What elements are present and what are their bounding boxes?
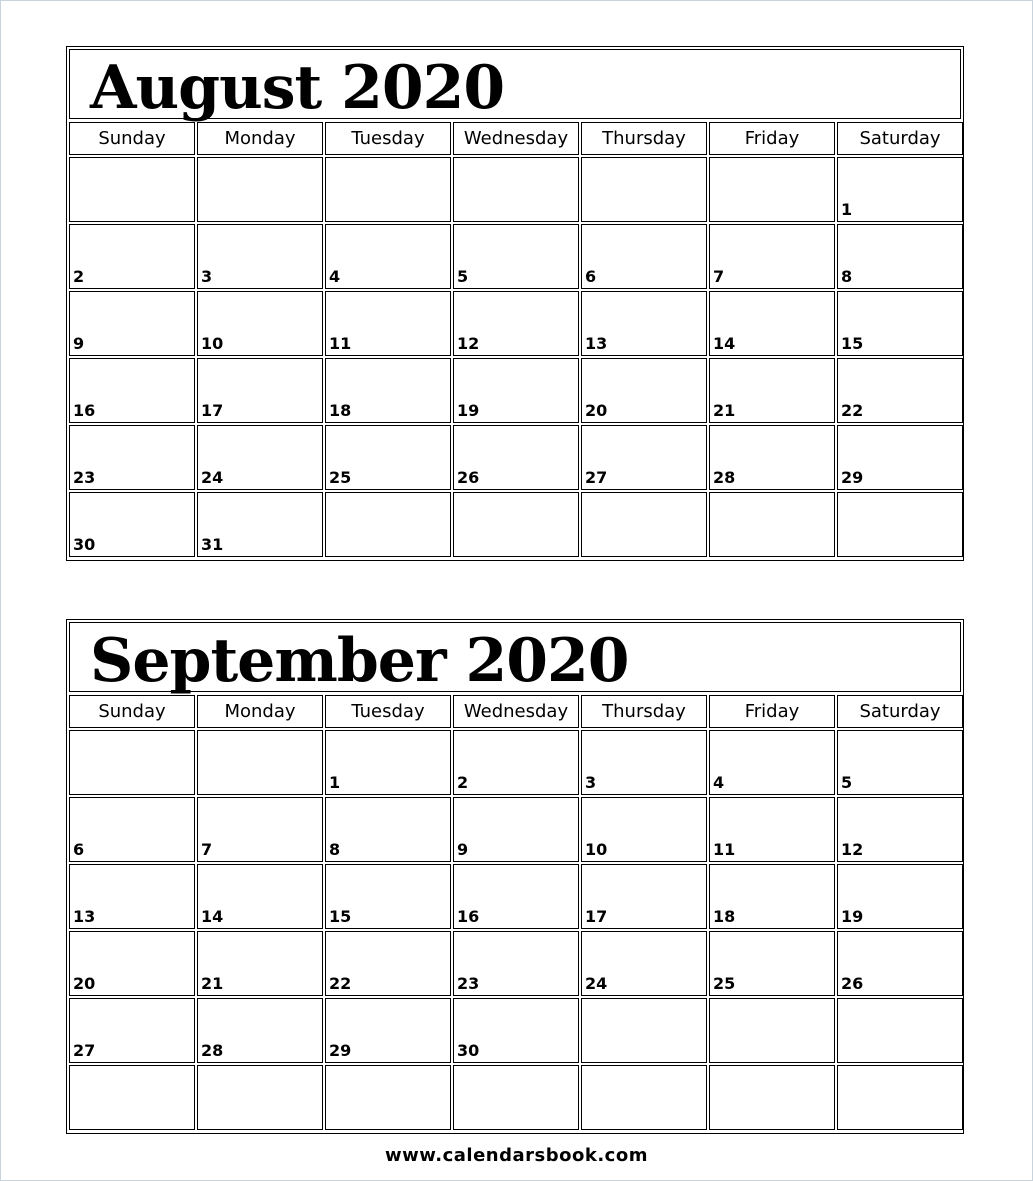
day-cell	[453, 998, 579, 1063]
day-number: 27	[73, 1041, 96, 1060]
weekday-header: Wednesday	[453, 122, 579, 155]
day-number: 6	[73, 840, 85, 859]
day-cell	[197, 425, 323, 490]
weekday-header: Tuesday	[325, 122, 451, 155]
day-cell	[197, 224, 323, 289]
day-cell	[197, 931, 323, 996]
day-number: 30	[73, 535, 96, 554]
day-number: 10	[201, 334, 224, 353]
day-number: 28	[201, 1041, 224, 1060]
day-cell	[197, 291, 323, 356]
day-number: 13	[73, 907, 96, 926]
day-number: 17	[201, 401, 224, 420]
day-cell	[325, 224, 451, 289]
day-cell	[325, 492, 451, 557]
day-cell	[709, 425, 835, 490]
day-cell	[709, 797, 835, 862]
day-cell	[69, 998, 195, 1063]
day-cell	[197, 730, 323, 795]
day-number: 24	[201, 468, 224, 487]
day-number: 29	[329, 1041, 352, 1060]
day-cell	[453, 157, 579, 222]
weekday-header: Thursday	[581, 695, 707, 728]
day-cell	[197, 157, 323, 222]
day-cell	[837, 998, 963, 1063]
day-number: 25	[329, 468, 352, 487]
day-number: 1	[841, 200, 853, 219]
day-cell	[453, 931, 579, 996]
day-cell	[709, 157, 835, 222]
day-cell	[709, 492, 835, 557]
day-cell	[837, 425, 963, 490]
day-number: 19	[457, 401, 480, 420]
day-cell	[709, 864, 835, 929]
day-number: 21	[713, 401, 736, 420]
day-number: 26	[457, 468, 480, 487]
day-number: 31	[201, 535, 224, 554]
day-cell	[581, 224, 707, 289]
day-cell	[453, 425, 579, 490]
day-cell	[325, 1065, 451, 1130]
day-cell	[709, 358, 835, 423]
website-footer: www.calendarsbook.com	[385, 1145, 648, 1166]
day-number: 29	[841, 468, 864, 487]
day-number: 5	[457, 267, 469, 286]
day-cell	[325, 291, 451, 356]
day-cell	[69, 291, 195, 356]
day-number: 7	[201, 840, 213, 859]
day-cell	[581, 492, 707, 557]
day-number: 16	[73, 401, 96, 420]
weekday-header: Sunday	[69, 122, 195, 155]
weekday-header: Thursday	[581, 122, 707, 155]
day-cell	[69, 864, 195, 929]
day-cell	[837, 492, 963, 557]
day-number: 3	[585, 773, 597, 792]
day-number: 7	[713, 267, 725, 286]
day-grid	[69, 730, 963, 1130]
day-number: 11	[329, 334, 352, 353]
weekday-header: Monday	[197, 122, 323, 155]
day-number: 8	[841, 267, 853, 286]
day-number: 22	[329, 974, 352, 993]
day-cell	[197, 1065, 323, 1130]
day-number: 20	[585, 401, 608, 420]
day-cell	[197, 998, 323, 1063]
day-number: 15	[841, 334, 864, 353]
day-cell	[325, 998, 451, 1063]
day-number: 22	[841, 401, 864, 420]
day-cell	[581, 1065, 707, 1130]
weekday-header: Wednesday	[453, 695, 579, 728]
day-cell	[837, 157, 963, 222]
day-cell	[581, 797, 707, 862]
day-cell	[837, 931, 963, 996]
weekday-header: Tuesday	[325, 695, 451, 728]
day-number: 23	[73, 468, 96, 487]
day-cell	[709, 931, 835, 996]
day-cell	[837, 730, 963, 795]
day-cell	[69, 1065, 195, 1130]
month-title-box	[69, 622, 961, 696]
day-cell	[581, 425, 707, 490]
day-cell	[453, 1065, 579, 1130]
day-number: 11	[713, 840, 736, 859]
day-number: 18	[329, 401, 352, 420]
day-number: 15	[329, 907, 352, 926]
day-cell	[837, 797, 963, 862]
day-cell	[837, 291, 963, 356]
day-cell	[69, 157, 195, 222]
day-cell	[453, 224, 579, 289]
day-cell	[197, 797, 323, 862]
day-cell	[325, 157, 451, 222]
day-number: 2	[73, 267, 85, 286]
month-title: September 2020	[90, 626, 629, 696]
day-number: 1	[329, 773, 341, 792]
day-cell	[453, 358, 579, 423]
day-number: 3	[201, 267, 213, 286]
day-cell	[325, 425, 451, 490]
day-number: 13	[585, 334, 608, 353]
day-cell	[837, 864, 963, 929]
day-cell	[581, 864, 707, 929]
day-cell	[581, 358, 707, 423]
day-number: 12	[457, 334, 480, 353]
day-cell	[69, 492, 195, 557]
weekday-header: Saturday	[837, 695, 963, 728]
day-cell	[453, 864, 579, 929]
day-number: 16	[457, 907, 480, 926]
day-grid	[69, 157, 963, 557]
day-cell	[325, 864, 451, 929]
day-number: 6	[585, 267, 597, 286]
day-cell	[69, 224, 195, 289]
day-number: 27	[585, 468, 608, 487]
day-cell	[453, 797, 579, 862]
day-number: 18	[713, 907, 736, 926]
day-cell	[197, 492, 323, 557]
day-number: 25	[713, 974, 736, 993]
weekday-header-row	[69, 695, 963, 728]
weekday-header: Friday	[709, 122, 835, 155]
day-number: 10	[585, 840, 608, 859]
day-cell	[581, 931, 707, 996]
day-cell	[581, 730, 707, 795]
day-number: 30	[457, 1041, 480, 1060]
day-number: 28	[713, 468, 736, 487]
day-number: 4	[329, 267, 341, 286]
day-cell	[69, 931, 195, 996]
day-number: 9	[73, 334, 85, 353]
day-cell	[69, 797, 195, 862]
day-cell	[69, 425, 195, 490]
day-number: 17	[585, 907, 608, 926]
month-title-box	[69, 49, 961, 123]
day-number: 2	[457, 773, 469, 792]
day-number: 12	[841, 840, 864, 859]
weekday-header-row	[69, 122, 963, 155]
day-number: 20	[73, 974, 96, 993]
day-cell	[325, 358, 451, 423]
weekday-header: Monday	[197, 695, 323, 728]
day-number: 26	[841, 974, 864, 993]
day-cell	[581, 998, 707, 1063]
day-cell	[453, 730, 579, 795]
day-number: 21	[201, 974, 224, 993]
weekday-header: Saturday	[837, 122, 963, 155]
day-number: 19	[841, 907, 864, 926]
day-cell	[581, 291, 707, 356]
day-cell	[837, 358, 963, 423]
day-number: 9	[457, 840, 469, 859]
month-title: August 2020	[90, 53, 505, 123]
day-number: 5	[841, 773, 853, 792]
day-cell	[453, 291, 579, 356]
day-cell	[453, 492, 579, 557]
day-cell	[709, 730, 835, 795]
calendar-september	[66, 619, 964, 1134]
day-cell	[709, 998, 835, 1063]
day-cell	[69, 358, 195, 423]
day-number: 14	[201, 907, 224, 926]
day-cell	[709, 291, 835, 356]
day-cell	[709, 224, 835, 289]
day-cell	[325, 797, 451, 862]
day-cell	[325, 931, 451, 996]
day-cell	[69, 730, 195, 795]
day-number: 4	[713, 773, 725, 792]
day-cell	[325, 730, 451, 795]
day-number: 8	[329, 840, 341, 859]
weekday-header: Sunday	[69, 695, 195, 728]
day-number: 23	[457, 974, 480, 993]
weekday-header: Friday	[709, 695, 835, 728]
day-cell	[197, 864, 323, 929]
day-cell	[197, 358, 323, 423]
day-cell	[581, 157, 707, 222]
day-number: 24	[585, 974, 608, 993]
day-cell	[837, 224, 963, 289]
day-cell	[837, 1065, 963, 1130]
day-number: 14	[713, 334, 736, 353]
day-cell	[709, 1065, 835, 1130]
calendar-august	[66, 46, 964, 561]
